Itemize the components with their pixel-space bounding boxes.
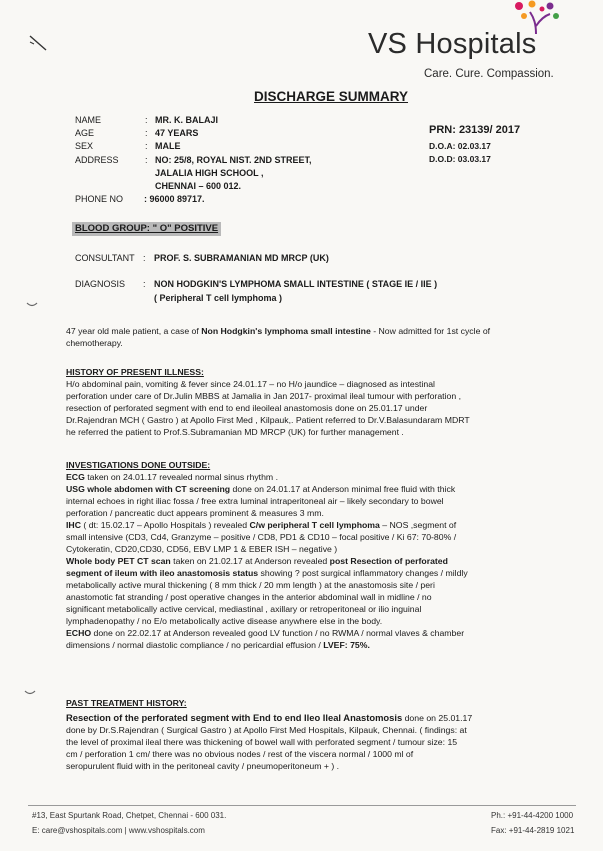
address-line-1: NO: 25/8, ROYAL NIST. 2ND STREET, [155,155,312,165]
investigations-section [66,459,536,651]
echo-line: ECHO done on 22.02.17 at Anderson revealed good LV function / no RWMA / normal vlaves & chamber [66,628,465,638]
blood-group: BLOOD GROUP: " O" POSITIVE [72,222,221,236]
investigations-heading: INVESTIGATIONS DONE OUTSIDE: [66,460,211,470]
consultant-row: CONSULTANT : PROF. S. SUBRAMANIAN MD MRCP (UK) [75,253,329,263]
age-label: AGE [75,128,95,138]
pet-line: anastomotic fat stranding / post operative changes in the anterior abdominal wall in midline / no [66,592,432,602]
address-line-3: CHENNAI – 600 012. [155,181,242,191]
pet-line: Whole body PET CT scan taken on 21.02.17 at Anderson revealed post Resection of perforated [66,556,448,566]
history-line: H/o abdominal pain, vomiting & fever since 24.01.17 – no H/o jaundice – diagnosed as intestinal [66,379,435,389]
date-of-admission: D.O.A: 02.03.17 [429,141,491,151]
past-treatment-section [66,697,536,772]
ecg-line: ECG taken on 24.01.17 revealed normal sinus rhythm . [66,472,278,482]
history-section [66,366,536,438]
history-line: he referred the patient to Prof.S.Subramanian MD MRCP (UK) for further management . [66,427,404,437]
hole-punch-mark-icon [26,302,38,308]
patient-phone: : 96000 89717. [144,194,205,204]
pet-line: significant metabolically active cervical, mediastinal , axillary or retroperitoneal or ilio inguinal [66,604,422,614]
pet-line: metabolically active mural thickening ( 8 mm thick / 20 mm length ) at the anastomosis site / peri [66,580,435,590]
past-treatment-line: done by Dr.S.Rajendran ( Surgical Gastro ) at Apollo First Med Hospitals, Kilpauk, Chennai. ( findings: at [66,725,467,735]
echo-line: dimensions / normal diastolic compliance / no pericardial effusion / LVEF: 75%. [66,640,370,650]
intro-paragraph: 47 year old male patient, a case of Non Hodgkin's lymphoma small intestine - Now admitted for 1st cycle of chemotherapy. [66,326,491,348]
footer-fax: Fax: +91-44-2819 1021 [491,826,575,835]
usg-line: internal echoes in right iliac fossa / free extra luminal intraperitoneal air – likely secondary to bowel [66,496,444,506]
hospital-name: VS Hospitals [368,28,537,60]
diagnosis-row: DIAGNOSIS : NON HODGKIN'S LYMPHOMA SMALL INTESTINE ( STAGE IE / IIE ) ( Peripheral T cell lymphoma ) [75,279,438,303]
footer-divider [28,805,576,806]
pet-line: segment of ileum with ileo anastomosis status showing ? post surgical inflammatory changes / mildly [66,568,468,578]
name-label: NAME [75,115,102,125]
diagnosis-line-1: NON HODGKIN'S LYMPHOMA SMALL INTESTINE ( STAGE IE / IIE ) [154,279,438,289]
consultant-name: PROF. S. SUBRAMANIAN MD MRCP (UK) [154,253,329,263]
patient-age: 47 YEARS [155,128,199,138]
document-title: DISCHARGE SUMMARY [254,89,409,104]
sex-label: SEX [75,141,94,151]
address-line-2: JALALIA HIGH SCHOOL , [155,168,264,178]
usg-line: perforation / pancreatic duct appears prominent & measures 3 mm. [66,508,324,518]
hospital-tagline: Care. Cure. Compassion. [424,68,554,80]
prn-number: PRN: 23139/ 2017 [429,124,521,136]
past-treatment-line: cm / perforation 1 cm/ there was no obvious nodes / rest of the viscera normal / 1000 ml of [66,749,414,759]
footer-email-web: E: care@vshospitals.com | www.vshospitals.com [32,826,205,835]
history-line: Dr.Rajendran MCH ( Gastro ) at Apollo First Med , Kilpauk,. Patient referred to Dr.V.Balasundaram MDRT [66,415,470,425]
patient-sex: MALE [155,141,181,151]
ihc-line: IHC ( dt: 15.02.17 – Apollo Hospitals ) revealed C/w peripheral T cell lymphoma – NOS ,segment of [66,520,457,530]
past-treatment-line: Resection of the perforated segment with End to end Ileo Ileal Anastomosis done on 25.01.17 [66,712,473,723]
history-line: perforation under care of Dr.Julin MBBS at Jamalia in Jan 2017- proximal ileal tumour with perforation , [66,391,461,401]
pet-line: lymphadenopathy / no E/o metabolically active disease anywhere else in the body. [66,616,383,626]
ihc-line: Cytokeratin, CD20,CD30, CD56, EBV LMP 1 & EBER ISH – negative ) [66,544,338,554]
past-treatment-line: seropurulent fluid with in the peritoneal cavity / pneumoperitoneum + ) . [66,761,340,771]
past-treatment-heading: PAST TREATMENT HISTORY: [66,698,187,708]
patient-name: MR. K. BALAJI [155,115,218,125]
diagnosis-line-2: ( Peripheral T cell lymphoma ) [154,293,283,303]
date-of-discharge: D.O.D: 03.03.17 [429,154,491,164]
history-heading: HISTORY OF PRESENT ILLNESS: [66,367,204,377]
diagnosis-label: DIAGNOSIS [75,279,126,289]
hole-punch-mark-icon [24,690,36,696]
ihc-line: small intensive (CD3, Cd4, Granzyme – positive / CD8, PD1 & CD10 – focal positive / Ki 67: 70-80% / [66,532,457,542]
consultant-label: CONSULTANT [75,253,135,263]
pen-stroke-mark-icon [28,34,50,54]
history-line: resection of perforated segment with end to end ileoileal anastomosis done on 25.01.17 under [66,403,428,413]
phone-label: PHONE NO [75,194,124,204]
address-label: ADDRESS [75,155,119,165]
usg-line: USG whole abdomen with CT screening done on 24.01.17 at Anderson minimal free fluid with thick [66,484,456,494]
past-treatment-line: the level of proximal ileal there was thickening of bowel wall with perforated segment / tumour size: 15 [66,737,458,747]
footer-phone: Ph.: +91-44-4200 1000 [491,811,574,820]
footer-address: #13, East Spurtank Road, Chetpet, Chennai - 600 031. [32,811,227,820]
